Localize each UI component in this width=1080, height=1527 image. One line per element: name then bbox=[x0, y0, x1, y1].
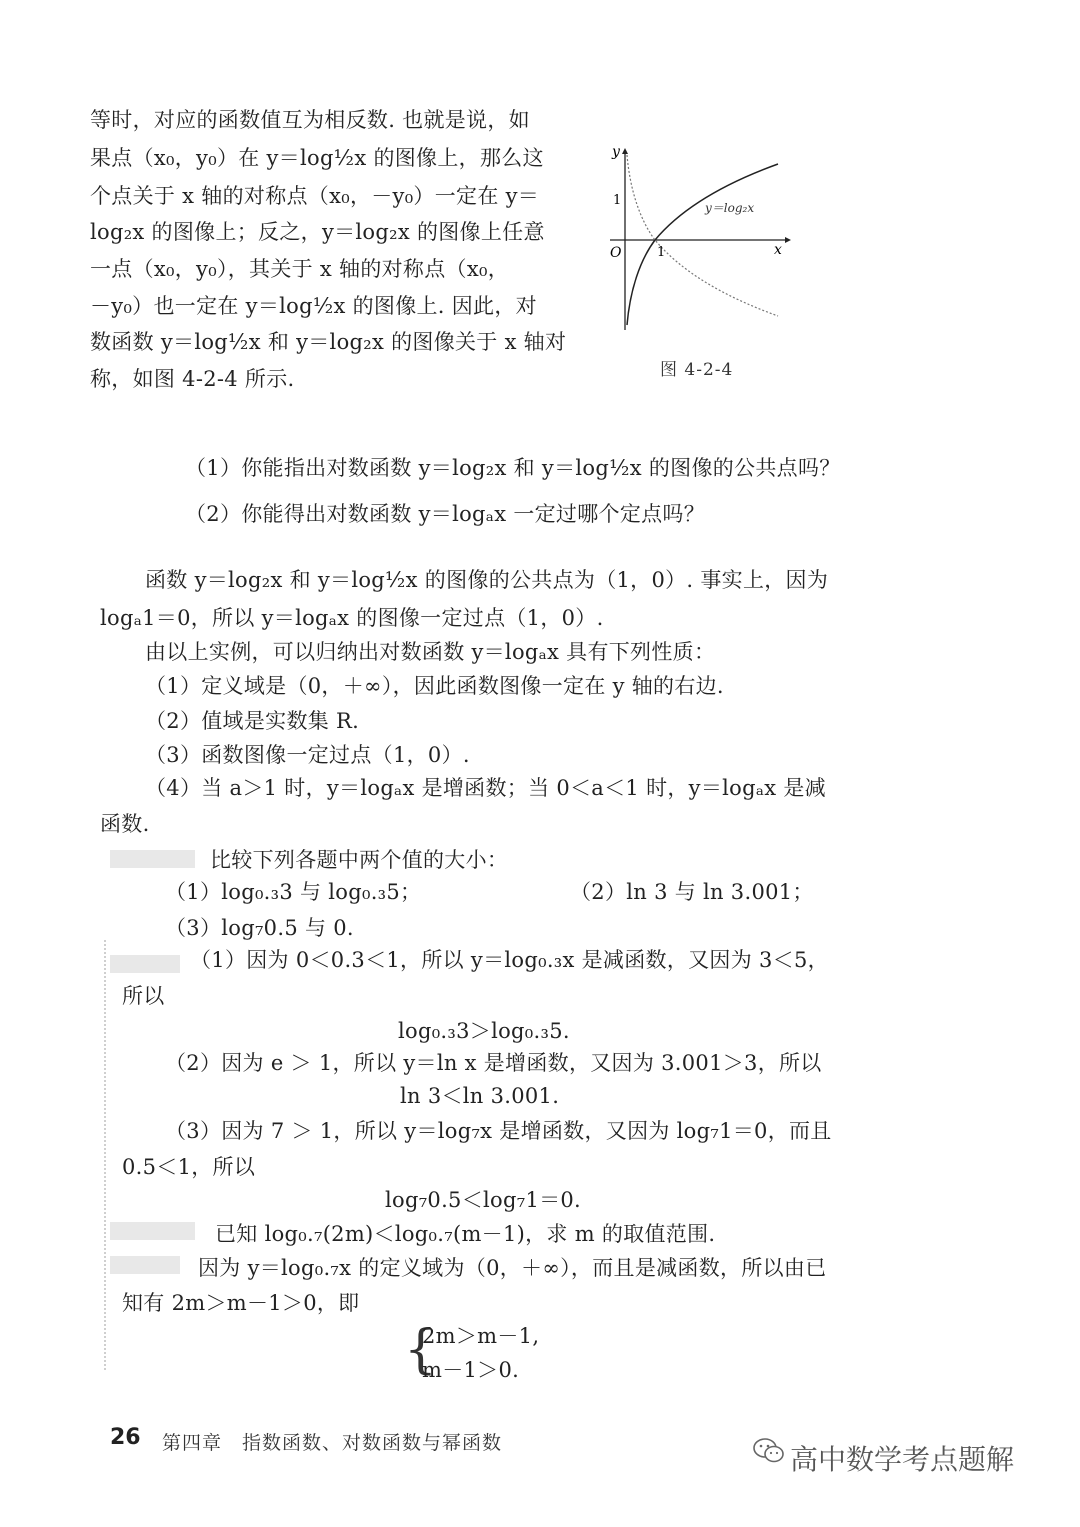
answer-line: logₐ1＝0，所以 y＝logₐx 的图像一定过点（1，0）. bbox=[100, 606, 604, 630]
system-eq1: 2m＞m－1, bbox=[422, 1324, 540, 1348]
intro-line: 称，如图 4-2-4 所示. bbox=[90, 367, 295, 391]
example1-sol3-cont: 0.5＜1，所以 bbox=[122, 1155, 256, 1179]
curve-log-half bbox=[627, 155, 778, 316]
example1-item2: （2）ln 3 与 ln 3.001； bbox=[570, 880, 814, 904]
system-eq2: m－1＞0. bbox=[422, 1358, 520, 1382]
answer-line: 函数 y＝log₂x 和 y＝log½x 的图像的公共点为（1，0）. 事实上，因为 bbox=[145, 568, 829, 592]
example1-item1: （1）log₀.₃3 与 log₀.₃5； bbox=[165, 880, 422, 904]
tick-one-x: 1 bbox=[657, 245, 666, 260]
question-1: （1）你能指出对数函数 y＝log₂x 和 y＝log½x 的图像的公共点吗？ bbox=[185, 456, 841, 480]
example1-eq3: log₇0.5＜log₇1＝0. bbox=[385, 1188, 582, 1212]
page-number: 26 bbox=[110, 1425, 141, 1450]
solution-marker bbox=[110, 955, 180, 973]
origin-label: O bbox=[610, 245, 622, 261]
example1-eq2: ln 3＜ln 3.001. bbox=[400, 1084, 560, 1108]
example1-sol1-cont: 所以 bbox=[122, 984, 165, 1008]
intro-line: 个点关于 x 轴的对称点（x₀，－y₀）一定在 y＝ bbox=[90, 184, 540, 208]
example1-sol3: （3）因为 7 ＞ 1，所以 y＝log₇x 是增函数，又因为 log₇1＝0，而且 bbox=[165, 1119, 832, 1143]
intro-line: －y₀）也一定在 y＝log½x 的图像上. 因此，对 bbox=[90, 294, 537, 318]
figure-caption: 图 4-2-4 bbox=[660, 360, 734, 380]
example2-sol-cont: 知有 2m＞m－1＞0，即 bbox=[122, 1291, 360, 1315]
y-axis-label: y bbox=[612, 144, 620, 160]
property-2: （2）值域是实数集 R. bbox=[145, 709, 360, 733]
example-marker bbox=[110, 850, 195, 868]
log-graph-figure bbox=[600, 140, 795, 335]
intro-line: 果点（x₀，y₀）在 y＝log½x 的图像上，那么这 bbox=[90, 146, 544, 170]
curve-label: y＝log₂x bbox=[705, 201, 755, 215]
property-4-cont: 函数. bbox=[100, 812, 150, 836]
property-4: （4）当 a＞1 时，y＝logₐx 是增函数；当 0＜a＜1 时，y＝logₐx 是减 bbox=[145, 776, 826, 800]
log-graph-svg bbox=[600, 140, 795, 335]
question-2: （2）你能得出对数函数 y＝logₐx 一定过哪个定点吗？ bbox=[185, 502, 706, 526]
intro-line: 一点（x₀，y₀），其关于 x 轴的对称点（x₀， bbox=[90, 257, 509, 281]
example1-sol1: （1）因为 0＜0.3＜1，所以 y＝log₀.₃x 是减函数，又因为 3＜5， bbox=[190, 948, 829, 972]
watermark-text: 高中数学考点题解 bbox=[790, 1443, 1015, 1476]
binding-margin-rule bbox=[104, 940, 106, 1370]
property-3: （3）函数图像一定过点（1，0）. bbox=[145, 743, 470, 767]
example2-prompt: 已知 log₀.₇(2m)＜log₀.₇(m－1)，求 m 的取值范围. bbox=[215, 1222, 716, 1246]
example-marker bbox=[110, 1222, 195, 1240]
example2-sol: 因为 y＝log₀.₇x 的定义域为（0，＋∞），而且是减函数，所以由已 bbox=[198, 1256, 827, 1280]
wechat-icon bbox=[752, 1436, 786, 1470]
example1-sol2: （2）因为 e ＞ 1，所以 y＝ln x 是增函数，又因为 3.001＞3，所以 bbox=[165, 1051, 822, 1075]
example1-prompt: 比较下列各题中两个值的大小： bbox=[210, 848, 509, 872]
solution-marker bbox=[110, 1256, 180, 1274]
property-1: （1）定义域是（0，＋∞），因此函数图像一定在 y 轴的右边. bbox=[145, 674, 724, 698]
intro-line: log₂x 的图像上；反之，y＝log₂x 的图像上任意 bbox=[90, 220, 545, 244]
answer-line: 由以上实例，可以归纳出对数函数 y＝logₐx 具有下列性质： bbox=[145, 640, 716, 664]
y-axis-arrow bbox=[622, 148, 628, 154]
chapter-title: 第四章 指数函数、对数函数与幂函数 bbox=[162, 1432, 503, 1454]
curve-log2 bbox=[627, 164, 778, 325]
x-axis-arrow bbox=[785, 237, 791, 243]
example1-eq1: log₀.₃3＞log₀.₃5. bbox=[398, 1019, 570, 1043]
example1-item3: （3）log₇0.5 与 0. bbox=[165, 916, 354, 940]
system-brace: { bbox=[404, 1320, 438, 1380]
intro-line: 等时，对应的函数值互为相反数. 也就是说，如 bbox=[90, 108, 530, 132]
tick-one-y: 1 bbox=[613, 193, 622, 208]
x-axis-label: x bbox=[774, 242, 782, 258]
intro-line: 数函数 y＝log½x 和 y＝log₂x 的图像关于 x 轴对 bbox=[90, 330, 567, 354]
